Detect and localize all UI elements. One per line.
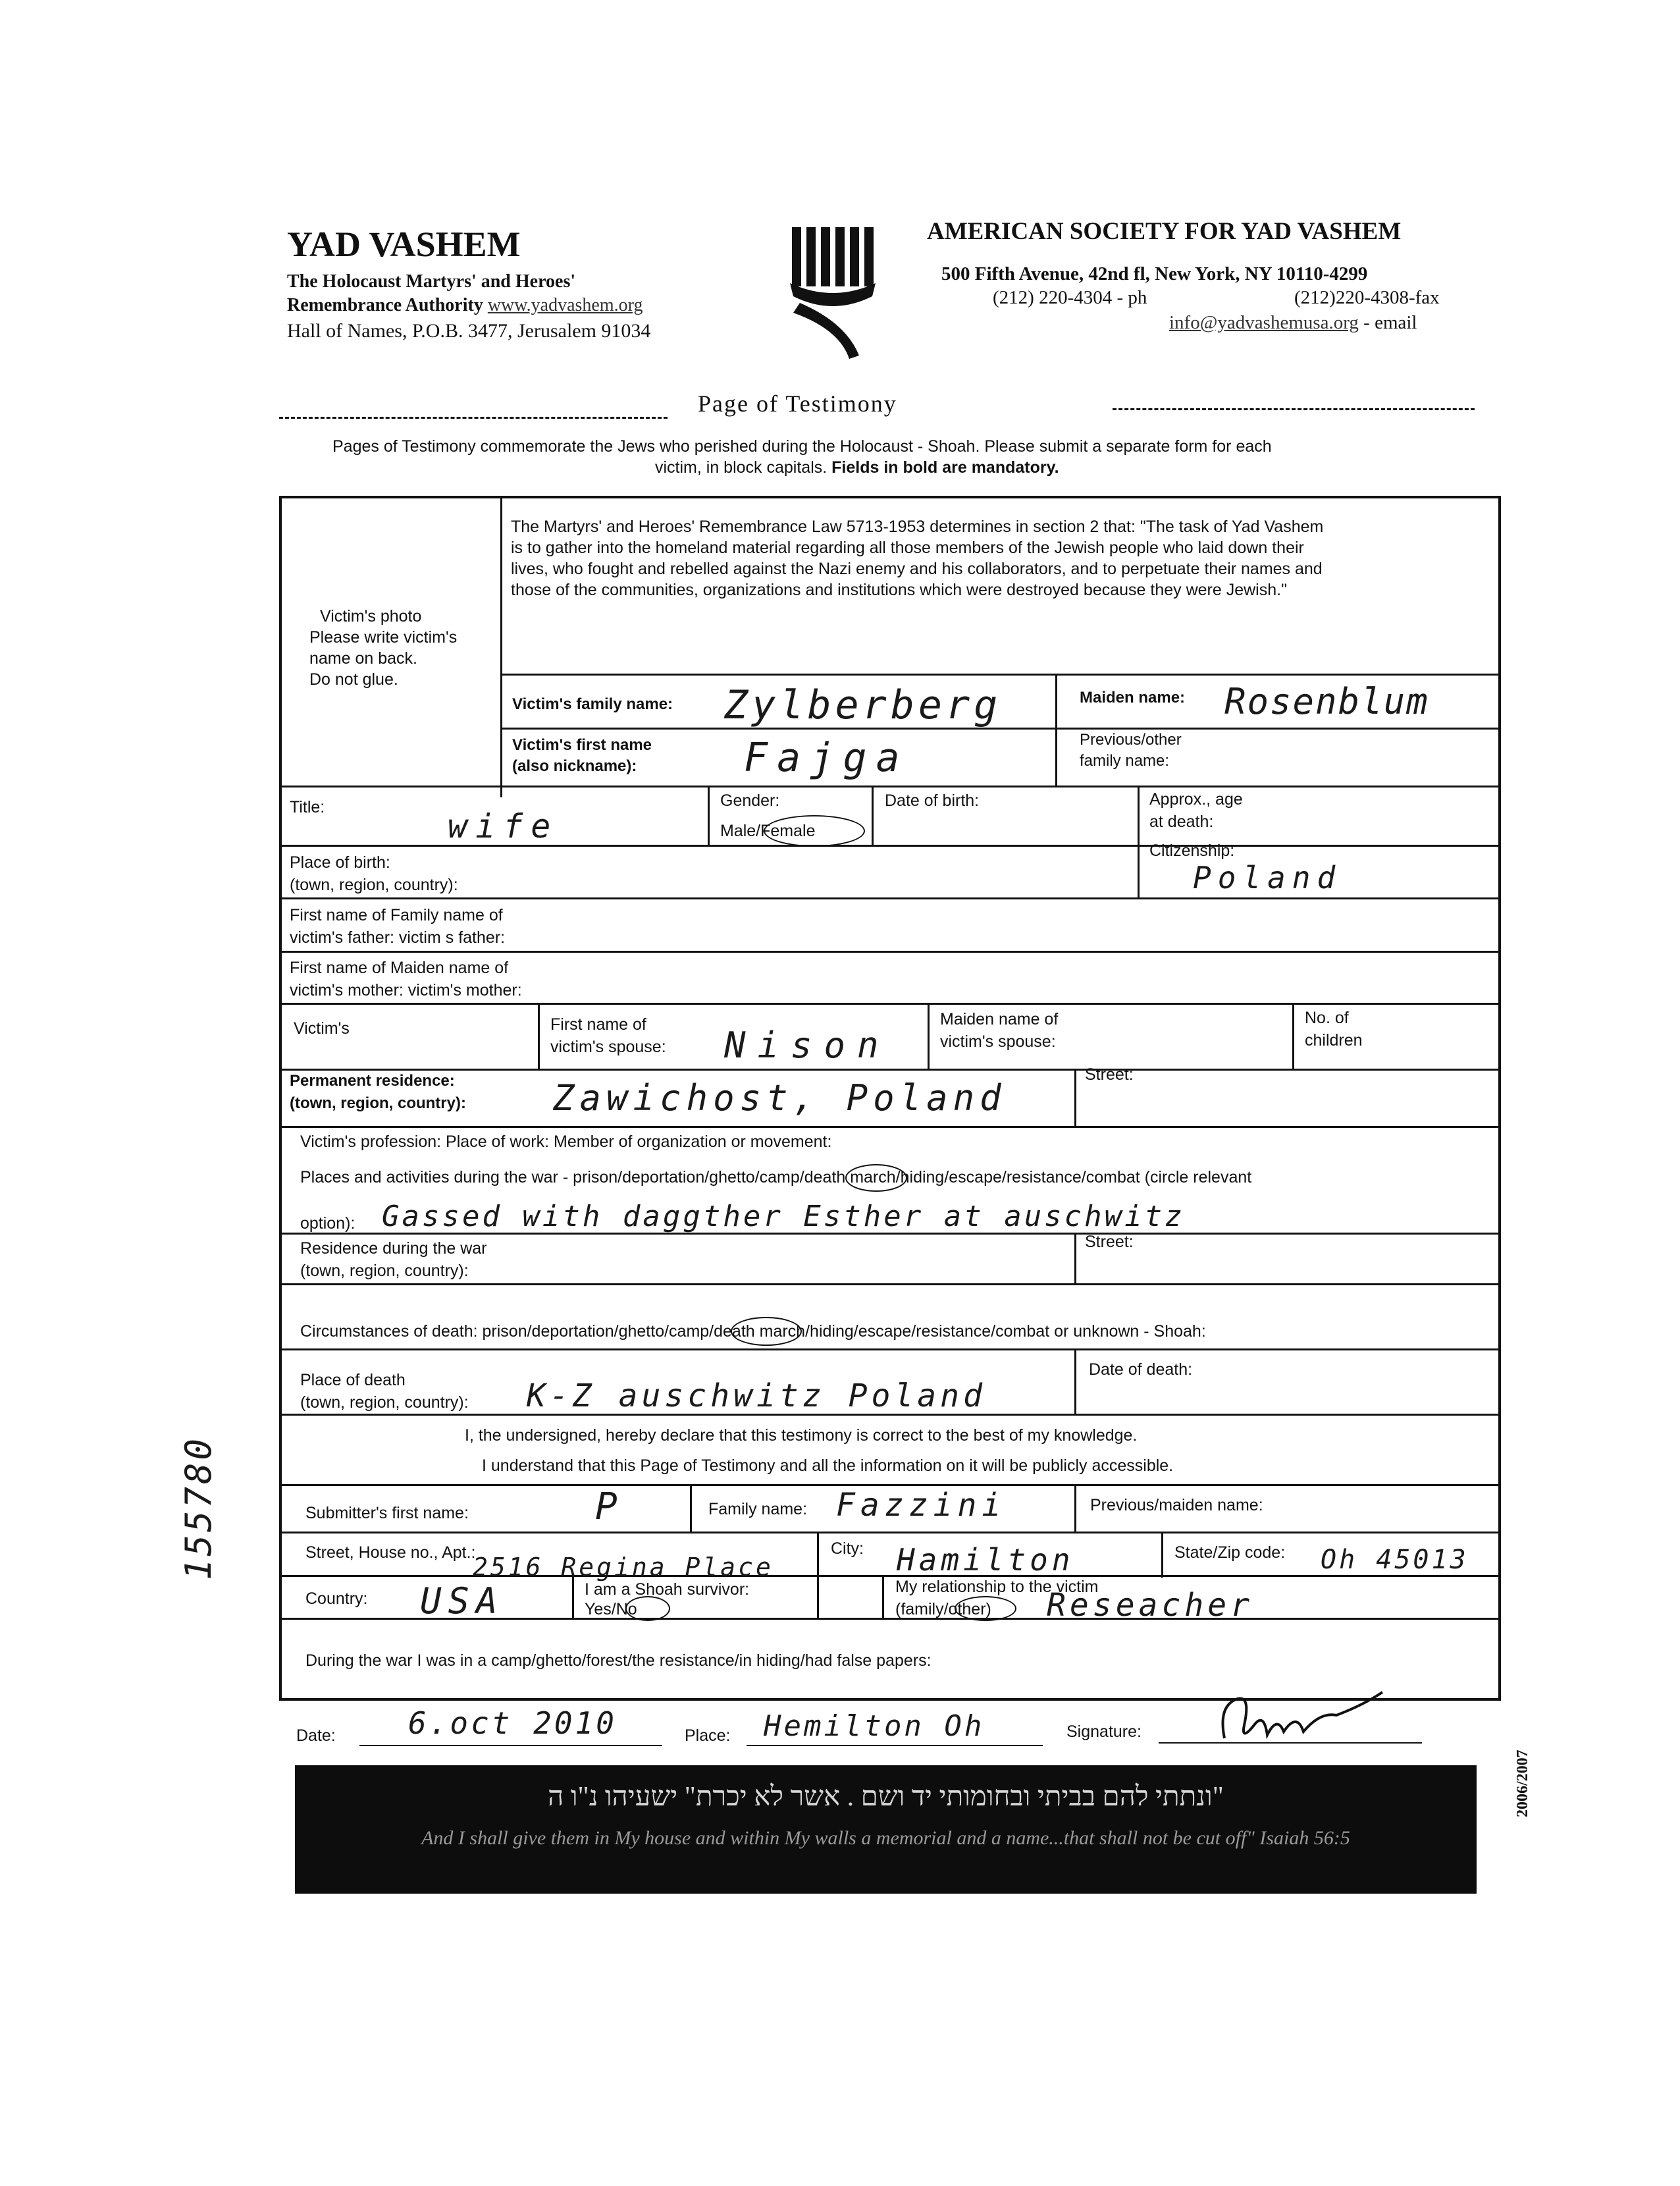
- intro-line-2-a: victim, in block capitals.: [655, 458, 827, 477]
- signature-label: Signature:: [1066, 1722, 1142, 1741]
- us-email-line: [1169, 312, 1417, 334]
- other-circle-mark: [955, 1596, 1016, 1621]
- mother-label-2: victim's mother: victim's mother:: [290, 981, 522, 1000]
- submitter-family-label: Family name:: [708, 1500, 808, 1518]
- pob-label-2: (town, region, country):: [290, 876, 458, 894]
- father-label-1: First name of Family name of: [290, 906, 503, 924]
- intro-line-1: Pages of Testimony commemorate the Jews who perished during the Holocaust - Shoah. Please submit a separate form for each: [332, 437, 1272, 456]
- family-name-value[interactable]: Zylberberg: [724, 682, 1002, 728]
- father-label-2: victim's father: victim s father:: [290, 928, 506, 947]
- circumstances-label: Circumstances of death: prison/deportation/ghetto/camp/death march/hiding/escape/resistance/combat or unknown - Shoah:: [300, 1322, 1206, 1341]
- victims-label: Victim's: [294, 1019, 350, 1038]
- residence-label-2: (town, region, country):: [290, 1094, 466, 1112]
- first-name-label-1: Victim's first name: [512, 736, 652, 754]
- residence-value[interactable]: Zawichost, Poland: [553, 1077, 1007, 1119]
- age-label-1: Approx., age: [1149, 790, 1243, 809]
- us-email-suffix: - email: [1363, 312, 1417, 333]
- children-label-1: No. of: [1305, 1009, 1349, 1027]
- form-title: Page of Testimony: [698, 390, 897, 417]
- spouse-maiden-label-2: victim's spouse:: [940, 1032, 1056, 1051]
- state-zip-label: State/Zip code:: [1174, 1543, 1286, 1562]
- prev-family-label-2: family name:: [1080, 752, 1170, 770]
- us-fax: (212)220-4308-fax: [1294, 287, 1440, 308]
- female-circle-mark: [764, 815, 865, 847]
- residence-label-1: Permanent residence:: [290, 1072, 455, 1090]
- spouse-first-label-1: First name of: [550, 1015, 646, 1034]
- citizenship-label: Citizenship:: [1149, 841, 1235, 860]
- photo-instructions-2: Please write victim's: [309, 628, 458, 647]
- survivor-label-1: I am a Shoah survivor:: [585, 1580, 750, 1599]
- submitter-family-value[interactable]: Fazzini: [836, 1487, 1007, 1524]
- dob-label: Date of birth:: [885, 791, 980, 810]
- citizenship-value[interactable]: Poland: [1193, 860, 1342, 895]
- date-value[interactable]: 6.oct 2010: [408, 1705, 617, 1741]
- yad-vashem-logo: [787, 224, 885, 362]
- maiden-name-label: Maiden name:: [1080, 689, 1186, 706]
- footer-banner: [295, 1765, 1477, 1894]
- title-value[interactable]: wife: [448, 807, 559, 845]
- date-label: Date:: [296, 1726, 336, 1745]
- relationship-label-1: My relationship to the victim: [895, 1578, 1099, 1596]
- title-rule-left: [279, 417, 668, 419]
- submitter-prev-label: Previous/maiden name:: [1090, 1496, 1263, 1514]
- place-value[interactable]: Hemilton Oh: [764, 1709, 985, 1743]
- age-label-2: at death:: [1149, 813, 1214, 831]
- during-war-label: During the war I was in a camp/ghetto/forest/the resistance/in hiding/had false papers:: [305, 1651, 932, 1670]
- street-house-value[interactable]: 2516 Regina Place: [473, 1553, 774, 1582]
- profession-label: Victim's profession: Place of work: Member of organization or movement:: [300, 1133, 832, 1151]
- place-label: Place:: [685, 1726, 731, 1745]
- spouse-maiden-label-1: Maiden name of: [940, 1010, 1059, 1028]
- submitter-first-value[interactable]: P: [595, 1485, 621, 1528]
- org-subtitle-2-text: Remembrance Authority: [287, 295, 483, 315]
- org-title: YAD VASHEM: [287, 225, 521, 264]
- org-address: Hall of Names, P.O.B. 3477, Jerusalem 91034: [287, 320, 651, 342]
- intro-line-2-b: Fields in bold are mandatory.: [831, 458, 1059, 477]
- us-phone: (212) 220-4304 - ph: [993, 287, 1147, 308]
- pod-label-2: (town, region, country):: [300, 1393, 469, 1412]
- street-label: Street:: [1085, 1065, 1134, 1084]
- date-line: [359, 1745, 662, 1746]
- gender-label: Gender:: [720, 791, 780, 810]
- country-label: Country:: [305, 1589, 368, 1608]
- war-residence-label-2: (town, region, country):: [300, 1262, 469, 1280]
- city-label: City:: [831, 1539, 864, 1558]
- org-subtitle-1: The Holocaust Martyrs' and Heroes': [287, 271, 576, 292]
- intro-line-2: [655, 458, 1059, 477]
- org-url[interactable]: www.yadvashem.org: [487, 295, 643, 315]
- street-house-label: Street, House no., Apt.:: [305, 1543, 476, 1562]
- side-id-number: 155780: [178, 1435, 219, 1580]
- circumstances-camp-circle-mark: [731, 1317, 802, 1346]
- war-residence-label-1: Residence during the war: [300, 1239, 487, 1258]
- children-label-2: children: [1305, 1031, 1363, 1050]
- prev-family-label-1: Previous/other: [1080, 731, 1182, 749]
- pod-label-1: Place of death: [300, 1371, 406, 1389]
- footer-english-quote: And I shall give them in My house and within My walls a memorial and a name...that shall not be cut off" Isaiah 56:5: [421, 1827, 1350, 1849]
- place-line: [747, 1745, 1043, 1746]
- first-name-value[interactable]: Fajga: [744, 735, 909, 781]
- law-text-3: lives, who fought and rebelled against the Nazi enemy and his collaborators, and to perpetuate their names and: [511, 560, 1323, 578]
- dod-label: Date of death:: [1089, 1360, 1193, 1379]
- country-value[interactable]: USA: [420, 1580, 504, 1622]
- law-text-2: is to gather into the homeland material regarding all those members of the Jewish people who laid down their: [511, 539, 1304, 557]
- law-text-1: The Martyrs' and Heroes' Remembrance Law 5713-1953 determines in section 2 that: "The task of Yad Vashem: [511, 518, 1324, 536]
- us-email[interactable]: info@yadvashemusa.org: [1169, 312, 1359, 333]
- law-text-4: those of the communities, organizations and institutions which were destroyed because they were Jewish.": [511, 581, 1287, 599]
- us-address: 500 Fifth Avenue, 42nd fl, New York, NY 10110-4299: [941, 263, 1368, 284]
- city-value[interactable]: Hamilton: [897, 1542, 1074, 1578]
- state-zip-value[interactable]: Oh 45013: [1321, 1545, 1469, 1575]
- camp-circle-mark: [845, 1164, 907, 1192]
- footer-hebrew-quote: "ונתתי להם בביתי ובחומותי יד ושם . אשר לא יכרת" ישעיהו נ"ו ה: [548, 1782, 1224, 1812]
- first-name-label-2: (also nickname):: [512, 757, 637, 775]
- mother-label-1: First name of Maiden name of: [290, 959, 509, 977]
- photo-instructions-1: Victim's photo: [320, 607, 422, 626]
- survivor-label-2[interactable]: Yes/No: [585, 1600, 637, 1618]
- title-rule-right: [1113, 408, 1475, 410]
- relationship-label-2[interactable]: (family/other): [895, 1600, 991, 1618]
- places-label-1: Places and activities during the war - prison/deportation/ghetto/camp/death march/hiding/escape/resistance/combat (circle relevant: [300, 1168, 1252, 1186]
- pod-value[interactable]: K-Z auschwitz Poland: [527, 1377, 986, 1414]
- photo-instructions-3: name on back.: [309, 649, 417, 668]
- places-value[interactable]: Gassed with daggther Esther at auschwitz: [382, 1200, 1185, 1233]
- maiden-name-value[interactable]: Rosenblum: [1224, 681, 1429, 722]
- declaration-2: I understand that this Page of Testimony and all the information on it will be publicly accessible.: [482, 1456, 1174, 1475]
- war-street-label: Street:: [1085, 1233, 1134, 1251]
- us-society-title: AMERICAN SOCIETY FOR YAD VASHEM: [927, 218, 1402, 245]
- signature-scribble: [1205, 1686, 1396, 1751]
- family-name-label: Victim's family name:: [512, 695, 673, 713]
- no-circle-mark: [625, 1596, 670, 1621]
- places-label-2: option):: [300, 1214, 355, 1233]
- footer-side-code: 2006/2007: [1514, 1749, 1531, 1817]
- gender-options[interactable]: Male/Female: [720, 822, 816, 840]
- spouse-first-label-2: victim's spouse:: [550, 1038, 666, 1056]
- relationship-value[interactable]: Reseacher: [1047, 1587, 1254, 1624]
- photo-instructions-4: Do not glue.: [309, 670, 398, 689]
- title-label: Title:: [290, 798, 325, 816]
- declaration-1: I, the undersigned, hereby declare that this testimony is correct to the best of my knowledge.: [465, 1426, 1138, 1445]
- submitter-first-label: Submitter's first name:: [305, 1504, 469, 1522]
- org-subtitle-2: [287, 295, 643, 316]
- pob-label-1: Place of birth:: [290, 853, 390, 872]
- spouse-first-value[interactable]: Nison: [724, 1025, 891, 1066]
